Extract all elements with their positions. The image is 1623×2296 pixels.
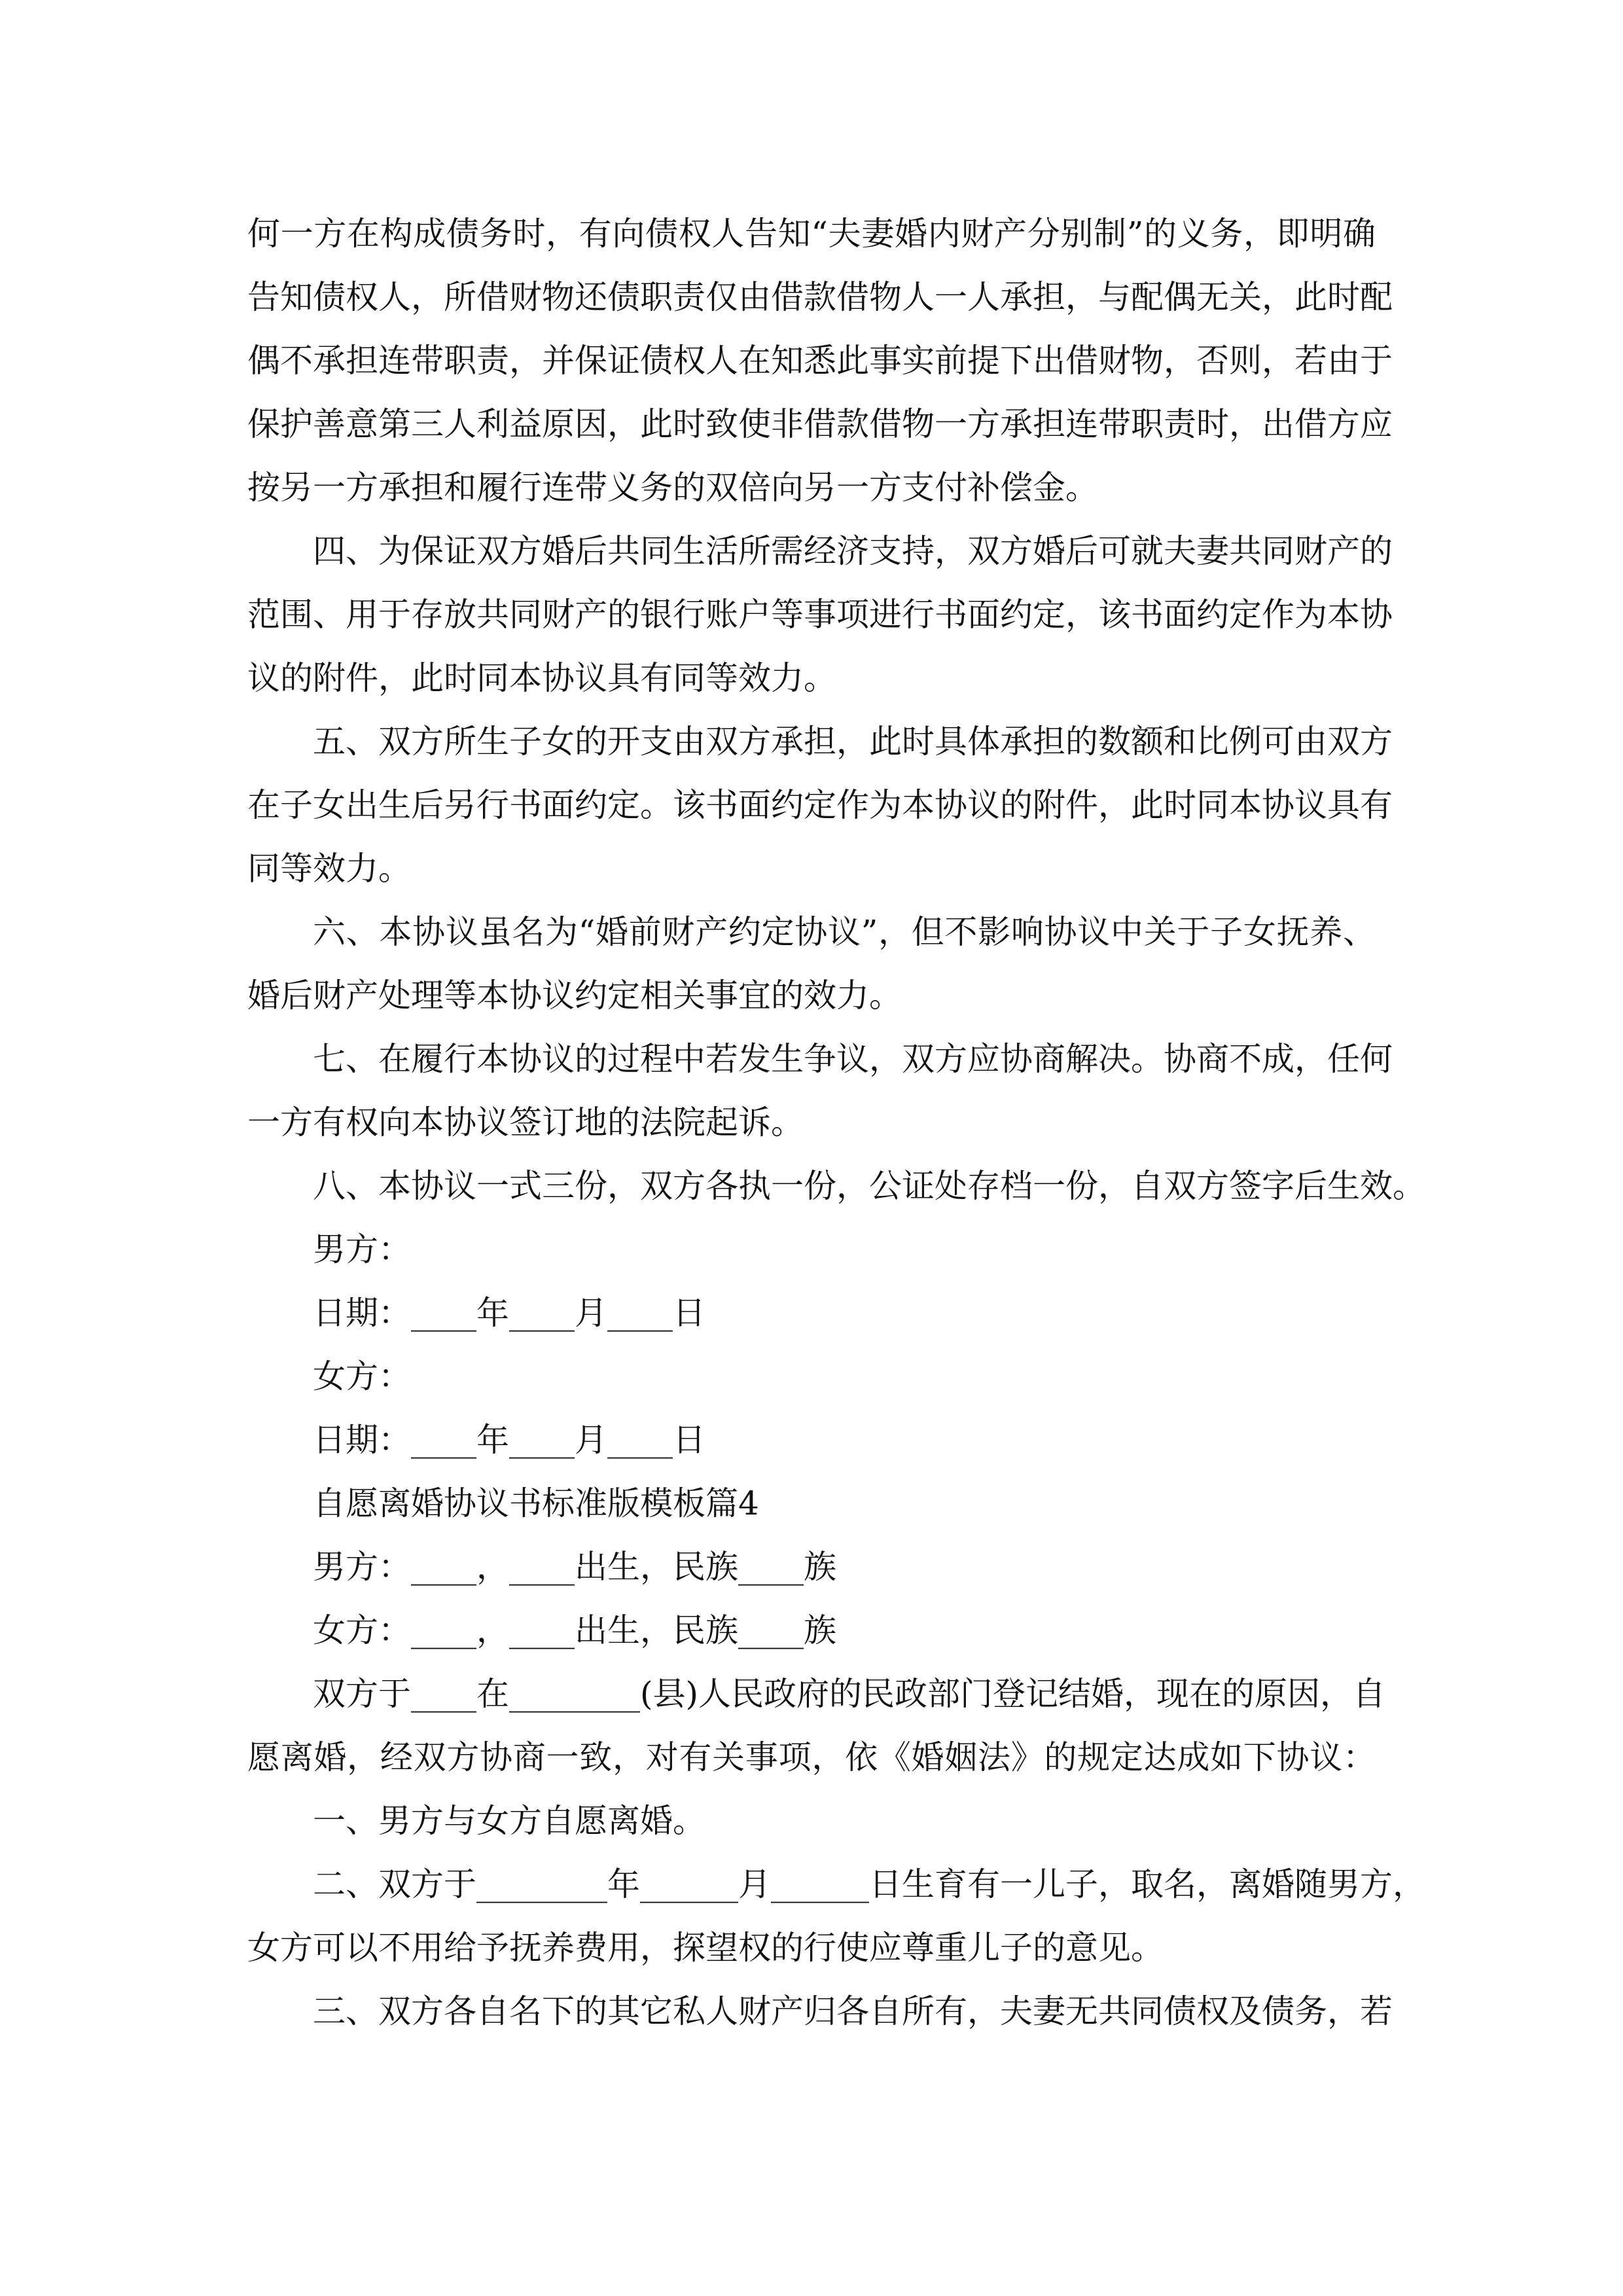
body-text-line: 保护善意第三人利益原因，此时致使非借款借物一方承担连带职责时，出借方应 (247, 405, 1393, 443)
paragraph-6-first-line: 六、本协议虽名为“婚前财产约定协议”，但不影响协议中关于子女抚养、 (313, 913, 1376, 951)
clause-2-first-line: 二、双方于________年______月______日生育有一儿子，取名，离婚随男方， (313, 1865, 1425, 1903)
body-text-line: 何一方在构成债务时，有向债权人告知“夫妻婚内财产分别制”的义务，即明确 (247, 215, 1376, 253)
body-text-line: 一方有权向本协议签订地的法院起诉。 (247, 1103, 804, 1141)
body-text-line: 议的附件，此时同本协议具有同等效力。 (247, 659, 836, 697)
body-text-line: 按另一方承担和履行连带义务的双倍向另一方支付补偿金。 (247, 469, 1098, 507)
wife-date-line: 日期：____年____月____日 (313, 1421, 705, 1459)
clause-1-line: 一、男方与女方自愿离婚。 (313, 1802, 705, 1840)
paragraph-7-first-line: 七、在履行本协议的过程中若发生争议，双方应协商解决。协商不成，任何 (313, 1040, 1393, 1078)
body-text-line: 愿离婚，经双方协商一致，对有关事项，依《婚姻法》的规定达成如下协议： (247, 1738, 1376, 1776)
marriage-registration-first-line: 双方于____在________(县)人民政府的民政部门登记结婚，现在的原因，自 (313, 1675, 1386, 1713)
husband-signature-label: 男方： (313, 1230, 411, 1268)
body-text-line: 女方可以不用给予抚养费用，探望权的行使应尊重儿子的意见。 (247, 1929, 1164, 1967)
body-text-line: 同等效力。 (247, 850, 411, 888)
husband-date-line: 日期：____年____月____日 (313, 1294, 705, 1332)
section-heading: 自愿离婚协议书标准版模板篇4 (313, 1484, 759, 1522)
husband-info-line: 男方：____，____出生，民族____族 (313, 1548, 836, 1586)
wife-info-line: 女方：____，____出生，民族____族 (313, 1611, 836, 1649)
body-text-line: 偶不承担连带职责，并保证债权人在知悉此事实前提下出借财物，否则，若由于 (247, 342, 1393, 380)
paragraph-8-line: 八、本协议一式三份，双方各执一份，公证处存档一份，自双方签字后生效。 (313, 1167, 1425, 1205)
body-text-line: 告知债权人，所借财物还债职责仅由借款借物人一人承担，与配偶无关，此时配 (247, 278, 1393, 316)
clause-3-first-line: 三、双方各自名下的其它私人财产归各自所有，夫妻无共同债权及债务，若 (313, 1992, 1393, 2030)
paragraph-5-first-line: 五、双方所生子女的开支由双方承担，此时具体承担的数额和比例可由双方 (313, 723, 1393, 761)
body-text-line: 在子女出生后另行书面约定。该书面约定作为本协议的附件，此时同本协议具有 (247, 786, 1393, 824)
body-text-line: 婚后财产处理等本协议约定相关事宜的效力。 (247, 977, 902, 1014)
body-text-line: 范围、用于存放共同财产的银行账户等事项进行书面约定，该书面约定作为本协 (247, 596, 1393, 634)
paragraph-4-first-line: 四、为保证双方婚后共同生活所需经济支持，双方婚后可就夫妻共同财产的 (313, 532, 1393, 570)
wife-signature-label: 女方： (313, 1357, 411, 1395)
